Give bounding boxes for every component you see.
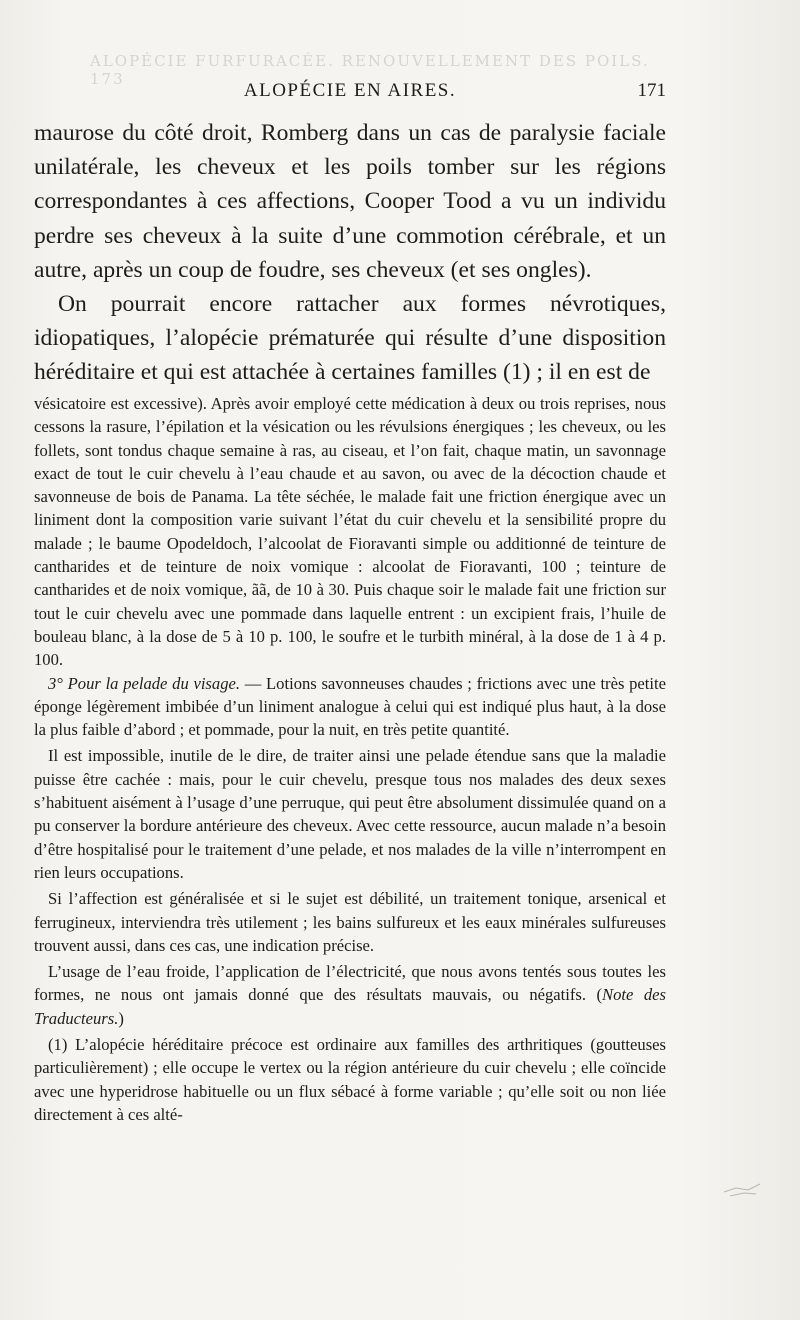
note-cold-water [34,960,666,1030]
note-impossible: Il est impossible, inutile de le dire, de traiter ainsi une pelade étendue sans que la maladie puisse être cachée : mais, pour le cuir chevelu, presque tous nos malades des deux sexes s’habituent aisément à l’usage d’une perruque, qui peut être absolument dissimulée quand on a pu conserver la bordure antérieure des cheveux. Avec cette ressource, aucun malade n’a besoin d’être hospitalisé pour le traitement d’une pelade, et nos malades de la ville n’interrompent en rien leurs occupations. [34,746,666,882]
show-through-text: ALOPÉCIE FURFURACÉE. RENOUVELLEMENT DES POILS. 173 [90,52,650,88]
main-text [34,116,666,390]
running-title: ALOPÉCIE EN AIRES. [243,80,457,101]
note-generalized: Si l’affection est généralisée et si le sujet est débilité, un traitement tonique, arsenical et ferrugineux, interviendra très utilement ; les bains sulfureux et les eaux minérales sulfureuses trouvent aussi, dans ces cas, une indication précise. [34,889,666,955]
note-pelade-visage-text: — Lotions savonneuses chaudes ; frictions avec une très petite éponge légèrement imbibée d’un liniment analogue à celui qui est indiqué plus haut, à la dose la plus faible d’abord ; et pommade, pour la nuit, en très petite quantité. [34,673,666,740]
paragraph-hereditary-alopecia: On pourrait encore rattacher aux formes névrotiques, idiopatiques, l’alopécie prématurée qui résulte d’une disposition héréditaire et qui est attachée à certaines familles (1) ; il en est de [34,291,666,386]
note-treatment-continued: vésicatoire est excessive). Après avoir employé cette médication à deux ou trois reprises, nous cessons la rasure, l’épilation et la vésication ou les révulsions énergiques ; les cheveux, ou les follets, sont tondus chaque semaine à ras, au ciseau, et l’on fait, chaque matin, un savonnage exact de tout le cuir chevelu à l’eau chaude et au savon, ou avec de la décoction chaude et savonneuse de bois de Panama. La tête séchée, le malade fait une friction énergique avec un liniment dont la composition varie suivant l’état du cuir chevelu et la sensibilité propre du malade ; le baume Opodeldoch, l’alcoolat de Fioravanti simple ou additionné de teinture de cantharides et de teinture de noix vomique : alcoolat de Fioravanti, 100 ; teinture de cantharides et de noix vomique, ãã, de 10 à 30. Puis chaque soir le malade fait une friction sur tout le cuir chevelu avec une pommade dans laquelle entrent : un excipient frais, l’huile de bouleau blanc, à la dose de 5 à 10 p. 100, le soufre et le turbith minéral, à la dose de 1 à 4 p. 100. [34,394,666,670]
note-translators: Note des Traducteurs. [34,985,666,1028]
paragraph-continued: maurose du côté droit, Romberg dans un cas de paralysie faciale unilatérale, les cheveux et les poils tomber sur les régions correspondantes à ces affections, Cooper Tood a vu un individu perdre ses cheveux à la suite d’une commotion cérébrale, et un autre, après un coup de foudre, ses cheveux (et ses ongles). [34,120,666,283]
pencil-mark-icon [722,1178,762,1202]
note-cold-water-text: L’usage de l’eau froide, l’application de l’électricité, que nous avons tentés sous toutes les formes, ne nous ont jamais donné que des résultats mauvais, ou négatifs. ( [34,962,666,1005]
page-number: 171 [637,80,666,101]
note-cold-water-close: ) [118,1008,124,1028]
page-header [34,80,666,106]
note-pelade-visage-label: 3° Pour la pelade du visage. [48,673,240,693]
footnote-1: (1) L’alopécie héréditaire précoce est ordinaire aux familles des arthritiques (goutteuses particulièrement) ; elle occupe le vertex ou la région antérieure du cuir chevelu ; elle coïncide avec une hyperidrose habituelle ou un flux sébacé à forme variable ; qu’elle soit ou non liée directement à ces alté- [34,1035,666,1124]
note-pelade-visage [34,672,666,742]
footnotes [34,392,666,1129]
